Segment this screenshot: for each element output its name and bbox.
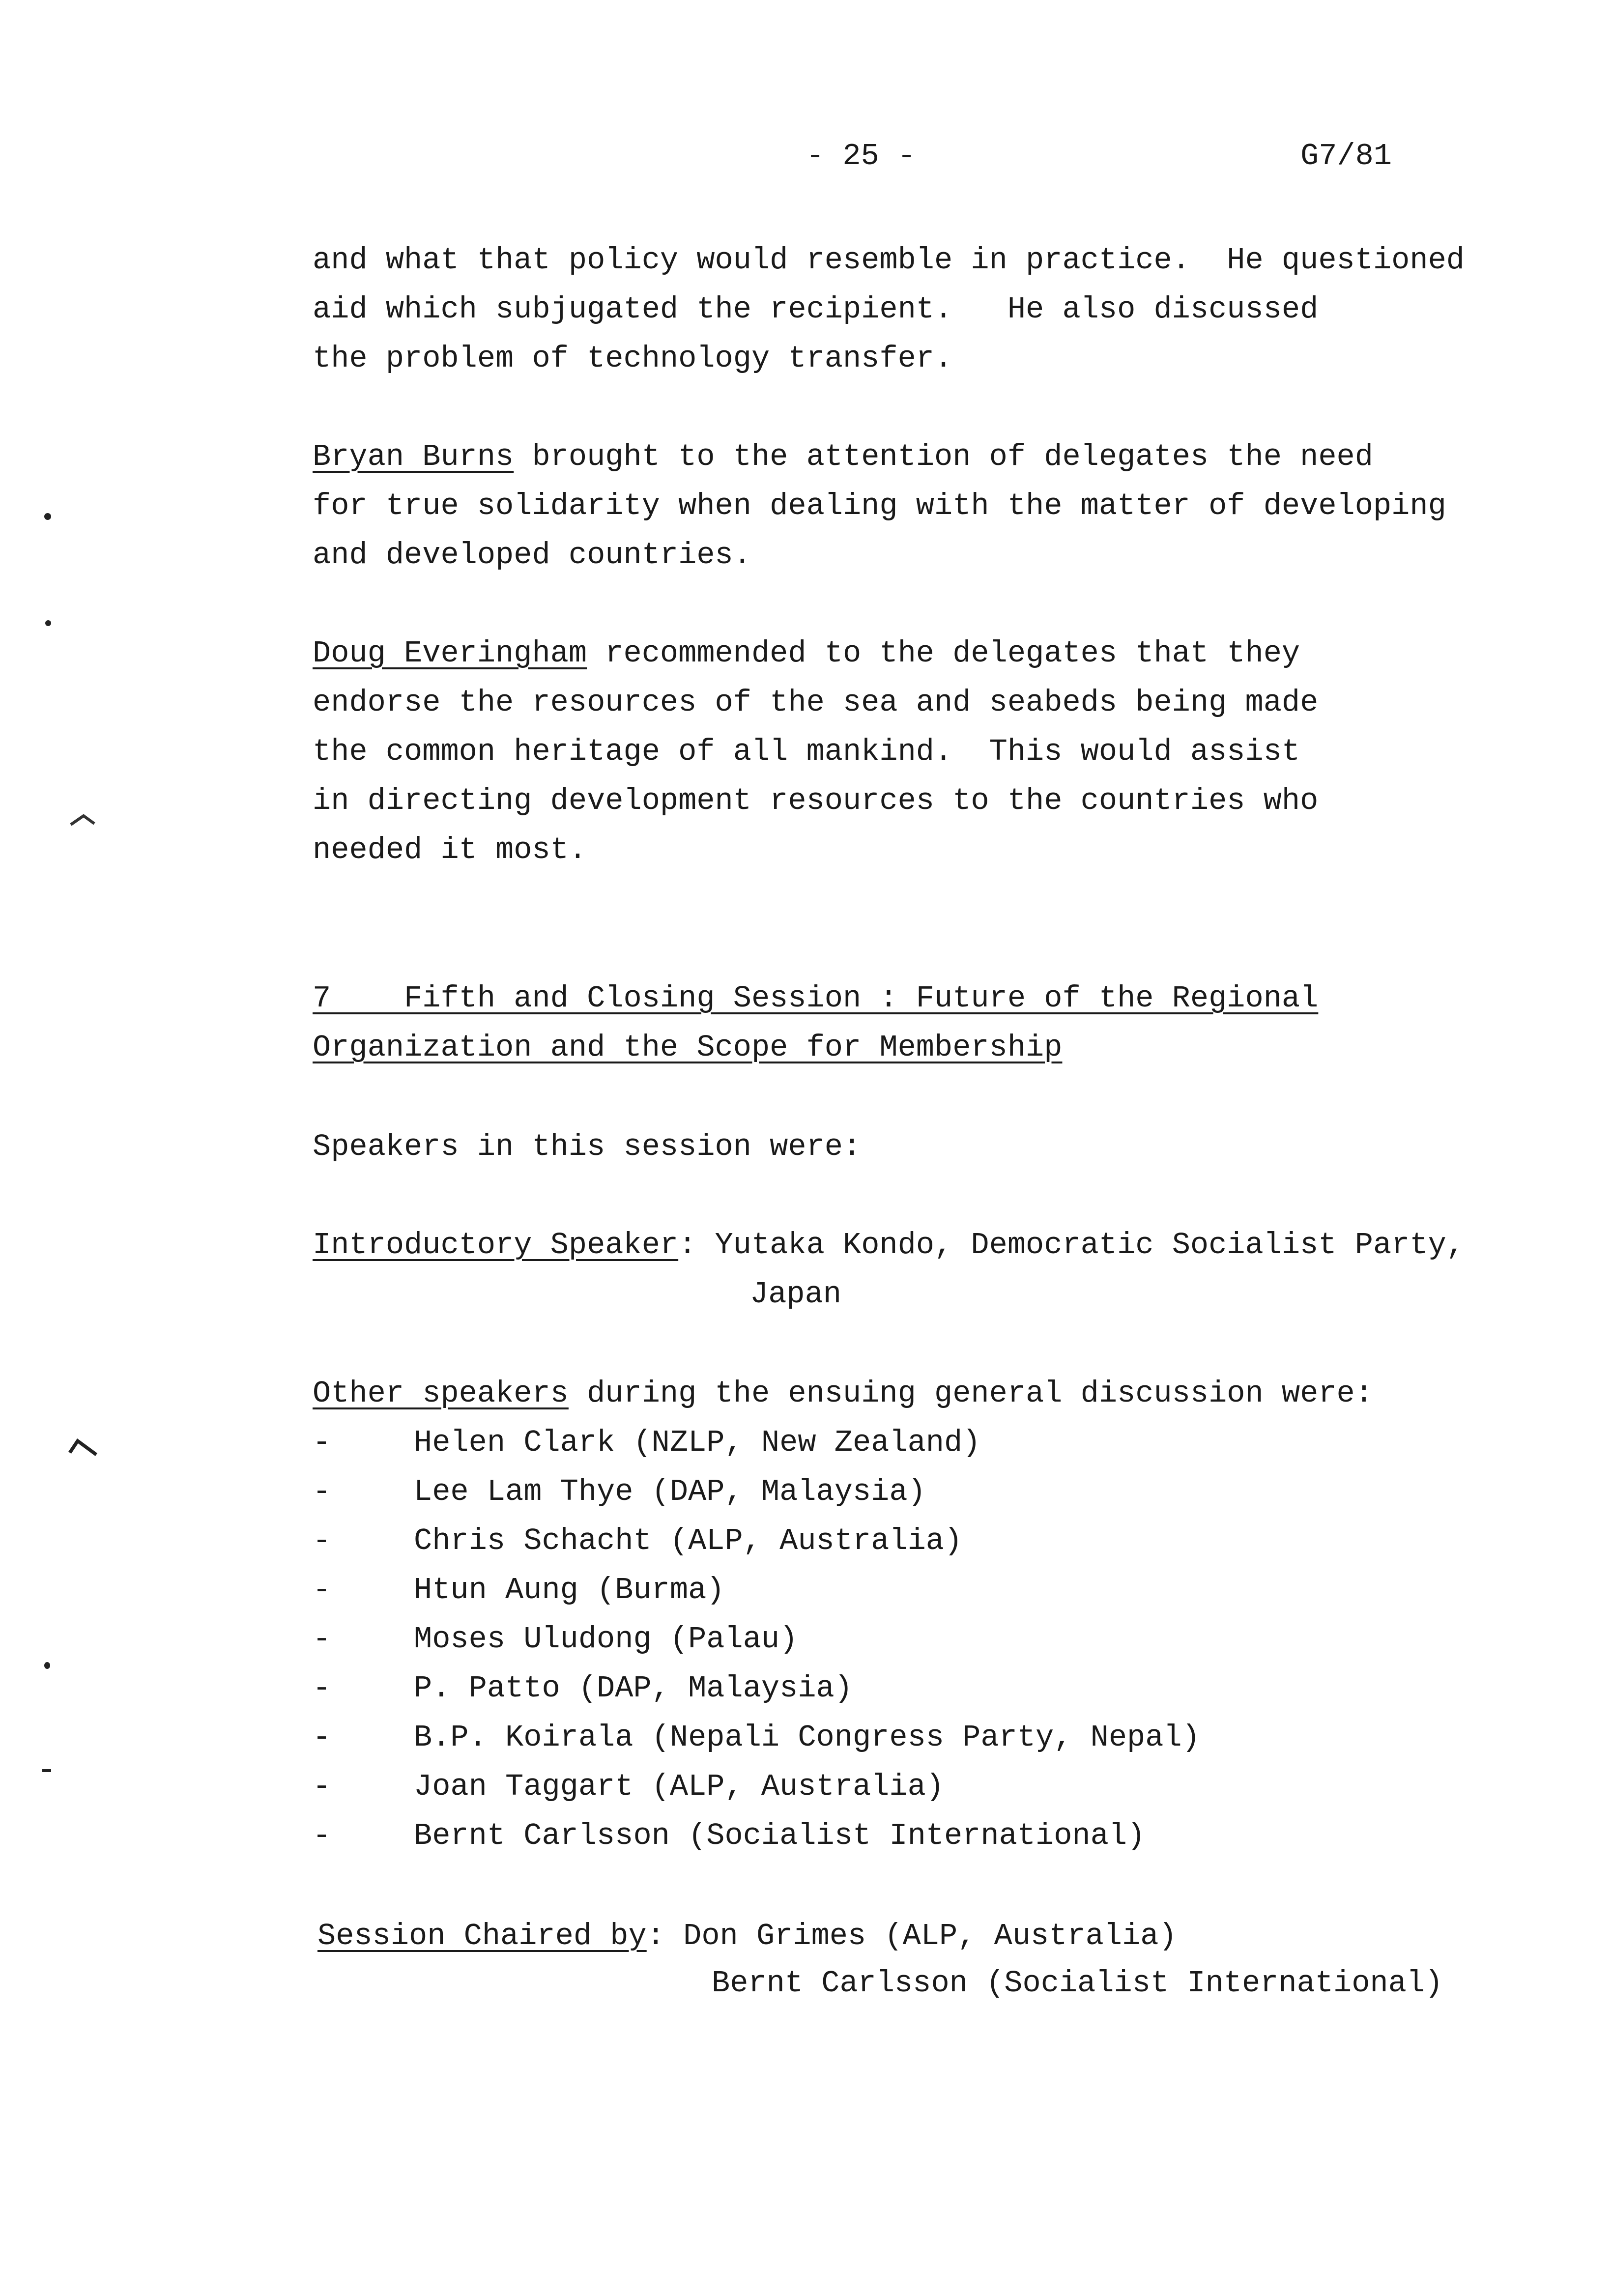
list-item: Htun Aung (Burma)	[414, 1573, 725, 1607]
paragraph-line: the common heritage of all mankind. This would assist	[313, 734, 1300, 769]
list-dash: -	[313, 1818, 331, 1853]
other-speakers-rest: during the ensuing general discussion were:	[568, 1376, 1373, 1411]
list-item: Joan Taggart (ALP, Australia)	[414, 1769, 944, 1804]
introductory-speaker-value: Yutaka Kondo, Democratic Socialist Party,	[696, 1228, 1465, 1263]
speaker-name: Bryan Burns	[313, 439, 514, 474]
speaker-name: Doug Everingham	[313, 636, 587, 671]
scan-speck	[44, 513, 51, 520]
other-speakers-line	[313, 1369, 1373, 1418]
section-heading-line: Organization and the Scope for Membership	[313, 1030, 1063, 1065]
list-item: Helen Clark (NZLP, New Zealand)	[414, 1425, 981, 1460]
list-dash: -	[313, 1425, 331, 1460]
scan-mark	[67, 1435, 101, 1464]
paragraph-line: and developed countries.	[313, 538, 751, 573]
paragraph-line: aid which subjugated the recipient. He also discussed	[313, 292, 1319, 327]
paragraph-line: the problem of technology transfer.	[313, 341, 953, 376]
section-heading	[313, 974, 1571, 1072]
session-chair-label: Session Chaired by	[317, 1919, 647, 1953]
paragraph-line: endorse the resources of the sea and seabeds being made	[313, 685, 1319, 720]
list-item: Chris Schacht (ALP, Australia)	[414, 1523, 963, 1558]
section-heading-line: 7 Fifth and Closing Session : Future of the Regional	[313, 981, 1319, 1016]
introductory-speaker-label: Introductory Speaker	[313, 1228, 679, 1263]
paragraph-line-rest: recommended to the delegates that they	[587, 636, 1300, 671]
list-dash: -	[313, 1474, 331, 1509]
paragraph-line: needed it most.	[313, 832, 587, 867]
other-speakers-label: Other speakers	[313, 1376, 569, 1411]
list-dash: -	[313, 1769, 331, 1804]
paragraph-3	[313, 629, 1571, 875]
paragraph-line-rest: brought to the attention of delegates the need	[514, 439, 1373, 474]
list-dash: -	[313, 1671, 331, 1706]
list-item: Lee Lam Thye (DAP, Malaysia)	[414, 1474, 926, 1509]
introductory-speaker-line	[313, 1221, 1465, 1270]
list-item: P. Patto (DAP, Malaysia)	[414, 1671, 853, 1706]
scan-speck	[44, 1662, 50, 1669]
label-colon: :	[678, 1228, 697, 1263]
paragraph-first-line	[313, 432, 1571, 482]
paragraph-line: for true solidarity when dealing with the matter of developing	[313, 488, 1446, 523]
paragraph-1	[313, 236, 1571, 383]
scan-speck	[42, 1769, 51, 1772]
list-dash: -	[313, 1573, 331, 1607]
paragraph-first-line	[313, 629, 1571, 678]
list-dash: -	[313, 1622, 331, 1657]
list-dash: -	[313, 1523, 331, 1558]
session-chair-second: Bernt Carlsson (Socialist International)	[712, 1966, 1443, 2001]
list-item: Bernt Carlsson (Socialist International)	[414, 1818, 1146, 1853]
paragraph-2	[313, 432, 1571, 580]
label-colon: :	[646, 1919, 665, 1953]
page-number: - 25 -	[806, 139, 916, 173]
speakers-intro: Speakers in this session were:	[313, 1129, 862, 1164]
scan-speck	[45, 620, 51, 626]
list-dash: -	[313, 1720, 331, 1755]
paragraph-line: in directing development resources to the countries who	[313, 783, 1319, 818]
document-reference: G7/81	[1300, 139, 1392, 173]
list-item: Moses Uludong (Palau)	[414, 1622, 798, 1657]
session-chair-value: Don Grimes (ALP, Australia)	[664, 1919, 1177, 1953]
paragraph-line: and what that policy would resemble in practice. He questioned	[313, 243, 1465, 278]
scan-mark	[69, 811, 98, 831]
introductory-speaker-country: Japan	[750, 1277, 842, 1312]
session-chair-line	[317, 1912, 1177, 1961]
list-item: B.P. Koirala (Nepali Congress Party, Nepal)	[414, 1720, 1200, 1755]
